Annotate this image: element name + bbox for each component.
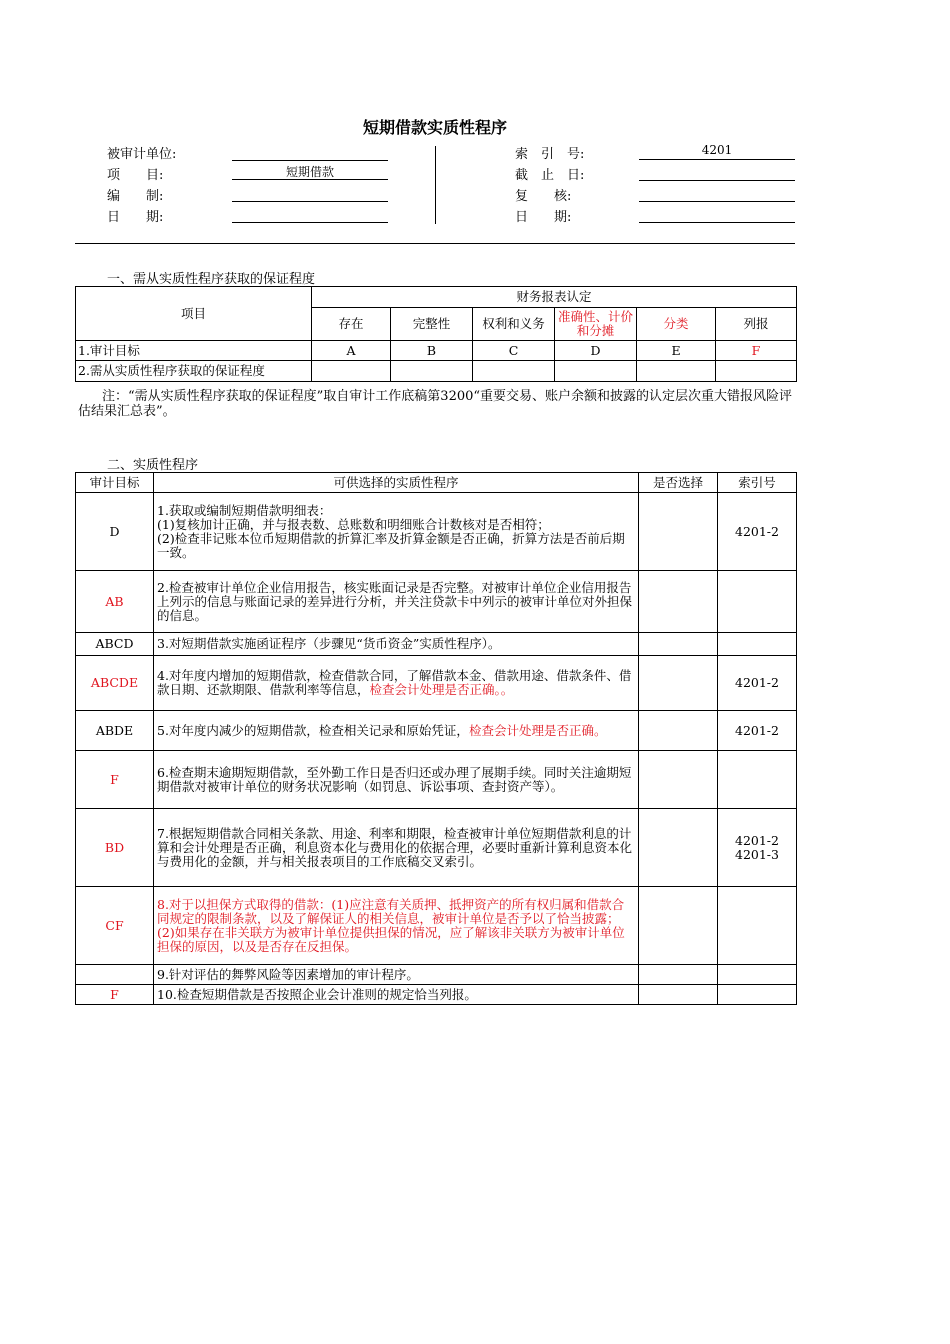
cell[interactable] — [555, 361, 637, 382]
col-classification: 分类 — [637, 308, 716, 341]
procedure-cell: 1.获取或编制短期借款明细表： (1)复核加计正确，并与报表数、总账数和明细账合计数核对是否相符； (2)检查非记账本位币短期借款的折算汇率及折算金额是否正确，折算方法是否前后期一致。 — [154, 493, 639, 571]
client-field[interactable] — [232, 144, 388, 161]
index-cell: 4201-2 4201-3 — [718, 809, 797, 887]
procedure-cell: 6.检查期末逾期短期借款，至外勤工作日是否归还或办理了展期手续。同时关注逾期短期借款对被审计单位的财务状况影响（如罚息、诉讼事项、查封资产等）。 — [154, 751, 639, 809]
col-rights: 权利和义务 — [473, 308, 555, 341]
selected-cell[interactable] — [639, 751, 718, 809]
index-cell — [718, 571, 797, 633]
index-cell — [718, 887, 797, 965]
procedure-cell: 2.检查被审计单位企业信用报告，核实账面记录是否完整。对被审计单位企业信用报告上列示的信息与账面记录的差异进行分析，并关注贷款卡中列示的被审计单位对外担保的信息。 — [154, 571, 639, 633]
goal-cell: F — [76, 985, 154, 1005]
procedure-text-tail: 。 — [500, 682, 514, 697]
goal-cell: ABDE — [76, 711, 154, 751]
cell[interactable] — [473, 361, 555, 382]
selected-cell[interactable] — [639, 985, 718, 1005]
prepared-label: 编 制: — [107, 189, 164, 204]
header-goal: 审计目标 — [76, 473, 154, 493]
procedure-cell: 10.检查短期借款是否按照企业会计准则的规定恰当列报。 — [154, 985, 639, 1005]
assurance-table — [75, 286, 797, 382]
goal-cell: F — [76, 751, 154, 809]
table-row — [76, 809, 797, 887]
procedure-cell: 9.针对评估的舞弊风险等因素增加的审计程序。 — [154, 965, 639, 985]
assertion-group-header: 财务报表认定 — [312, 287, 797, 308]
row-label: 1.审计目标 — [76, 341, 312, 361]
selected-cell[interactable] — [639, 809, 718, 887]
goal-cell: BD — [76, 809, 154, 887]
selected-cell[interactable] — [639, 493, 718, 571]
client-label: 被审计单位: — [107, 147, 177, 162]
date-field[interactable] — [232, 206, 388, 223]
item-header: 项目 — [76, 287, 312, 341]
col-existence: 存在 — [312, 308, 391, 341]
cell[interactable] — [312, 361, 391, 382]
project-field[interactable]: 短期借款 — [232, 163, 388, 180]
review-label: 复 核: — [515, 189, 572, 204]
procedure-cell — [154, 656, 639, 711]
header-index: 索引号 — [718, 473, 797, 493]
section1-note: 注：“需从实质性程序获取的保证程度”取自审计工作底稿第3200“重要交易、账户余额和披露的认定层次重大错报风险评估结果汇总表”。 — [78, 389, 793, 419]
index-field[interactable]: 4201 — [639, 143, 795, 160]
selected-cell[interactable] — [639, 571, 718, 633]
table-row — [76, 633, 797, 656]
procedure-cell: 8.对于以担保方式取得的借款：(1)应注意有关质押、抵押资产的所有权归属和借款合同规定的限制条款，以及了解保证人的相关信息，被审计单位是否予以了恰当披露；(2)如果存在非关联方为被审计单位提供担保的情况，应了解该非关联方为被审计单位担保的原因，以及是否存在反担保。 — [154, 887, 639, 965]
date2-field[interactable] — [639, 206, 795, 223]
procedure-cell: 7.根据短期借款合同相关条款、用途、利率和期限，检查被审计单位短期借款利息的计算和会计处理是否正确，利息资本化与费用化的依据合理，必要时重新计算利息资本化与费用化的金额，并与相关报表项目的工作底稿交叉索引。 — [154, 809, 639, 887]
index-cell — [718, 751, 797, 809]
goal-cell: ABCD — [76, 633, 154, 656]
goal-cell: CF — [76, 887, 154, 965]
procedure-text: 4.对年度内增加的短期借款，检查借款合同，了解借款本金、借款用途、借款条件、借款日期、还款期限、借款利率等信息， — [157, 668, 632, 697]
index-cell — [718, 965, 797, 985]
index-cell: 4201-2 — [718, 656, 797, 711]
col-accuracy: 准确性、计价和分摊 — [555, 308, 637, 341]
goal-cell: AB — [76, 571, 154, 633]
index-cell — [718, 985, 797, 1005]
date-label: 日 期: — [107, 210, 164, 225]
col-presentation: 列报 — [716, 308, 797, 341]
cell: E — [637, 341, 716, 361]
header-procedure: 可供选择的实质性程序 — [154, 473, 639, 493]
table-row — [76, 711, 797, 751]
table-row — [76, 571, 797, 633]
cutoff-field[interactable] — [639, 164, 795, 181]
row-label: 2.需从实质性程序获取的保证程度 — [76, 361, 312, 382]
table-row — [76, 985, 797, 1005]
procedure-text-highlight: 检查会计处理是否正确。 — [369, 682, 501, 697]
page-title: 短期借款实质性程序 — [362, 118, 507, 137]
table-row — [76, 656, 797, 711]
cell[interactable] — [637, 361, 716, 382]
index-label: 索 引 号: — [515, 147, 585, 162]
header-divider — [435, 146, 436, 224]
procedure-text-highlight: 检查会计处理是否正确。 — [468, 722, 607, 738]
cell: C — [473, 341, 555, 361]
cell: D — [555, 341, 637, 361]
table-row — [76, 965, 797, 985]
procedure-text: 5.对年度内减少的短期借款，检查相关记录和原始凭证， — [157, 722, 469, 738]
cell[interactable] — [716, 361, 797, 382]
procedure-cell: 3.对短期借款实施函证程序（步骤见“货币资金”实质性程序）。 — [154, 633, 639, 656]
index-cell: 4201-2 — [718, 711, 797, 751]
procedure-cell — [154, 711, 639, 751]
table-row — [76, 751, 797, 809]
selected-cell[interactable] — [639, 711, 718, 751]
index-cell — [718, 633, 797, 656]
section1-heading: 一、需从实质性程序获取的保证程度 — [107, 272, 316, 287]
selected-cell[interactable] — [639, 633, 718, 656]
goal-cell — [76, 965, 154, 985]
project-label: 项 目: — [107, 168, 164, 183]
section2-heading: 二、实质性程序 — [107, 458, 199, 473]
goal-cell: ABCDE — [76, 656, 154, 711]
date2-label: 日 期: — [515, 210, 572, 225]
cell: A — [312, 341, 391, 361]
selected-cell[interactable] — [639, 887, 718, 965]
procedures-table — [75, 472, 797, 1005]
table-row — [76, 887, 797, 965]
cell: F — [716, 341, 797, 361]
cell[interactable] — [391, 361, 473, 382]
prepared-field[interactable] — [232, 185, 388, 202]
index-cell: 4201-2 — [718, 493, 797, 571]
header-selected: 是否选择 — [639, 473, 718, 493]
cutoff-label: 截 止 日: — [515, 168, 585, 183]
review-field[interactable] — [639, 185, 795, 202]
col-completeness: 完整性 — [391, 308, 473, 341]
selected-cell[interactable] — [639, 965, 718, 985]
table-row — [76, 493, 797, 571]
header-rule — [75, 243, 795, 244]
goal-cell: D — [76, 493, 154, 571]
cell: B — [391, 341, 473, 361]
selected-cell[interactable] — [639, 656, 718, 711]
